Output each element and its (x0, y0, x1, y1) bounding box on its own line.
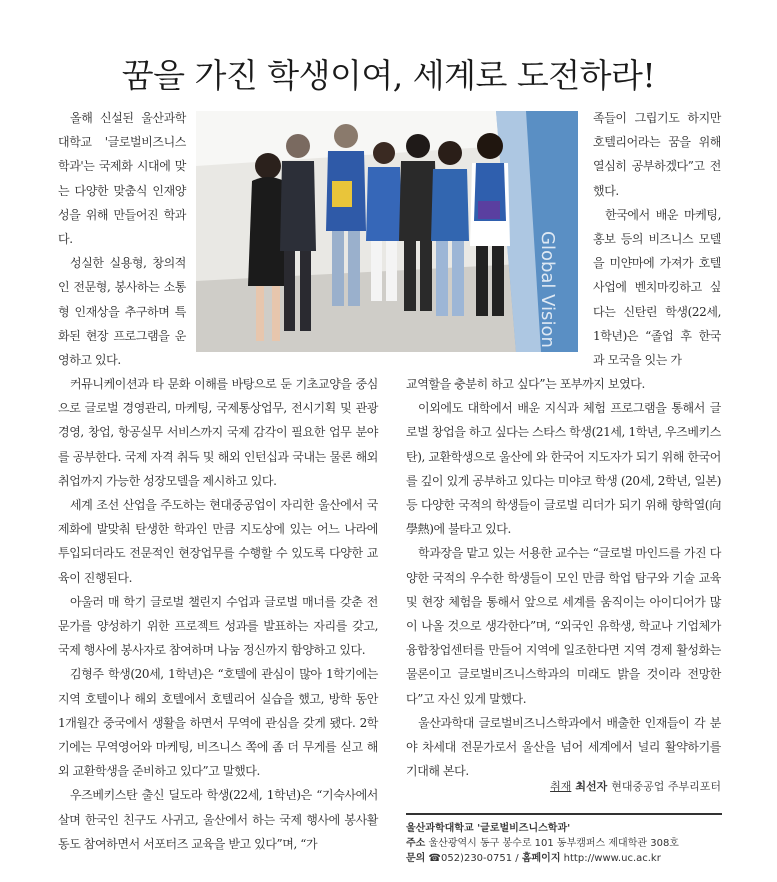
info-title: 울산과학대학교 '글로벌비즈니스학과' (406, 823, 571, 834)
separator: / (512, 853, 522, 864)
paragraph: 성실한 실용형, 창의적인 전문형, 봉사하는 소통형 인재상을 추구하며 특화된 현장 프로그램을 운영하고 있다. (58, 256, 186, 368)
paragraph: 올해 신설된 울산과학대학교 '글로벌비즈니스학과'는 국제화 시대에 맞는 다양한 맞춤식 인재양성을 위해 만들어진 학과다. (58, 111, 186, 247)
reporter-name: 최선자 (575, 780, 608, 793)
paragraph: 커뮤니케이션과 타 문화 이해를 바탕으로 둔 기초교양을 중심으로 글로벌 경영관리, 마케팅, 국제통상업무, 전시기획 및 관광경영, 창업, 항공실무 서비스까지 국제 감각이 필요한 업무 분야를 공부한다. 국제 자격 취득 및 해외 인턴십과 국내는 물론 해외 취업까지 가능한 성장모델을 제시하고 있다. (58, 377, 378, 488)
byline-label: 취재 (550, 780, 572, 793)
paragraph: 학과장을 맡고 있는 서용한 교수는 “글로벌 마인드를 가진 다양한 국적의 우수한 학생들이 모인 만큼 학업 탐구와 기술 교육 및 현장 체험을 통해서 앞으로 세계를 움직이는 아이디어가 많이 나올 것으로 생각한다”며, “외국인 유학생, 학교나 기업체가 융합창업센터를 만들어 지역에 일조한다면 지역 경제 활성화는 물론이고 글로벌비즈니스학과의 미래도 밝을 것이라 전망한다”고 자신 있게 말했다. (406, 546, 721, 706)
phone-value: ☎052)230-0751 (428, 853, 513, 864)
paragraph: 교역할을 충분히 하고 싶다”는 포부까지 보였다. (406, 377, 645, 391)
global-vision-banner: Global Vision (537, 231, 558, 348)
column-right (406, 372, 721, 783)
paragraph: 한국에서 배운 마케팅, 홍보 등의 비즈니스 모델을 미얀마에 가져가 호텔사업에 벤치마킹하고 싶다는 신탄린 학생(22세, 1학년)은 “졸업 후 한국과 모국을 잇는 가 (593, 207, 721, 368)
students-photo (196, 111, 578, 352)
byline (406, 778, 721, 794)
paragraph: 이외에도 대학에서 배운 지식과 체험 프로그램을 통해서 글로벌 창업을 하고 싶다는 스타스 학생(21세, 1학년, 우즈베키스탄), 교환학생으로 울산에 와 한국어 지도자가 되기 위해 한국어를 깊이 있게 공부하고 있다는 미야코 학생 (20세, 2학년, 일본) 등 다양한 국적의 학생들이 글로벌 리더가 되기 위해 향학열(向學熱)에 불타고 있다. (406, 401, 721, 537)
reporter-affiliation: 현대중공업 주부리포터 (611, 780, 721, 793)
info-box (406, 813, 722, 866)
paragraph: 세계 조선 산업을 주도하는 현대중공업이 자리한 울산에서 국제화에 발맞춰 탄생한 학과인 만큼 지도상에 있는 어느 나라에 투입되더라도 전문적인 현장업무를 수행할 수 있도록 다양한 교육이 진행된다. (58, 498, 378, 585)
column-left (58, 372, 378, 856)
column-left-top (58, 106, 186, 372)
homepage-label: 홈페이지 (521, 853, 561, 864)
column-right-top (593, 106, 721, 372)
info-address (406, 836, 722, 851)
paragraph: 족들이 그립기도 하지만 호텔리어라는 꿈을 위해 열심히 공부하겠다”고 전했다. (593, 111, 721, 198)
paragraph: 우즈베키스탄 출신 딜도라 학생(22세, 1학년)은 “기숙사에서 살며 한국인 친구도 사귀고, 울산에서 하는 국제 행사에 봉사활동도 참여하면서 서포터즈 교육을 받고 있다”며, “가 (58, 788, 378, 851)
contact-label: 문의 (406, 853, 426, 864)
paragraph: 아울러 매 학기 글로벌 챌린지 수업과 글로벌 매너를 갖춘 전문가를 양성하기 위한 프로젝트 성과를 발표하는 자리를 갖고, 국제 행사에 봉사자로 참여하며 나눔 정신까지 함양하고 있다. (58, 594, 378, 658)
article-headline: 꿈을 가진 학생이여, 세계로 도전하라! (121, 56, 656, 96)
address-value: 울산광역시 동구 봉수로 101 동부캠퍼스 제대학관 308호 (428, 838, 679, 849)
info-contact (406, 851, 722, 866)
paragraph: 울산과학대 글로벌비즈니스학과에서 배출한 인재들이 각 분야 차세대 전문가로서 울산을 넘어 세계에서 널리 활약하기를 기대해 본다. (406, 715, 721, 779)
homepage-link[interactable]: http://www.uc.ac.kr (563, 853, 661, 864)
address-label: 주소 (406, 838, 426, 849)
paragraph: 김형주 학생(20세, 1학년)은 “호텔에 관심이 많아 1학기에는 지역 호텔이나 해외 호텔에서 호텔리어 실습을 했고, 방학 동안 1개월간 중국에서 생활을 하면서 무역에 관심을 갖게 됐다. 2학기에는 무역영어와 마케팅, 비즈니스 쪽에 좀 더 무게를 싣고 해외 교환학생을 준비하고 있다”고 말했다. (58, 667, 378, 779)
